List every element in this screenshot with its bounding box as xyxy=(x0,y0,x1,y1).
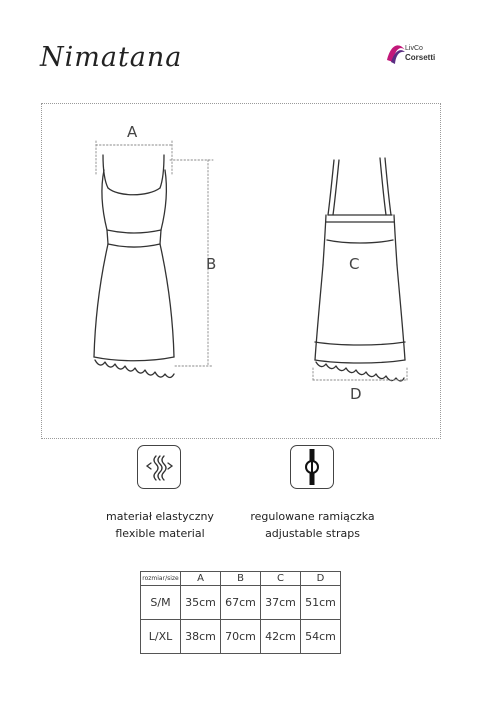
size-col-a: A xyxy=(181,572,221,586)
dimension-label-a: A xyxy=(127,123,138,141)
back-dress-outline xyxy=(315,158,405,381)
table-row xyxy=(141,620,341,654)
size-col-d: D xyxy=(301,572,341,586)
size-value: 38cm xyxy=(181,620,221,654)
feature-box-flexible xyxy=(137,445,181,489)
feature-straps-text xyxy=(240,508,385,542)
front-dress-outline xyxy=(94,155,174,378)
size-col-b: B xyxy=(221,572,261,586)
product-title: Nimatana xyxy=(40,42,183,73)
size-value: 54cm xyxy=(301,620,341,654)
size-table xyxy=(140,571,341,654)
size-label: L/XL xyxy=(141,620,181,654)
size-value: 51cm xyxy=(301,586,341,620)
size-table-corner: rozmiar/size xyxy=(141,572,181,586)
dimension-label-b: B xyxy=(206,255,217,273)
feature-box-straps xyxy=(290,445,334,489)
size-value: 35cm xyxy=(181,586,221,620)
feature-straps-pl: regulowane ramiączka xyxy=(250,510,375,523)
size-value: 70cm xyxy=(221,620,261,654)
size-value: 67cm xyxy=(221,586,261,620)
size-label: S/M xyxy=(141,586,181,620)
feature-flexible-en: flexible material xyxy=(115,527,205,540)
size-value: 37cm xyxy=(261,586,301,620)
size-col-c: C xyxy=(261,572,301,586)
dimension-label-c: C xyxy=(349,255,360,273)
logo-text-bottom: Corsetti xyxy=(405,53,436,62)
table-row xyxy=(141,586,341,620)
size-value: 42cm xyxy=(261,620,301,654)
feature-flexible-pl: materiał elastyczny xyxy=(106,510,214,523)
feature-straps-en: adjustable straps xyxy=(265,527,360,540)
size-table-header xyxy=(141,572,341,586)
logo-text-top: LivCo xyxy=(405,45,423,52)
dimension-label-d: D xyxy=(350,385,362,403)
feature-flexible-text xyxy=(90,508,230,542)
